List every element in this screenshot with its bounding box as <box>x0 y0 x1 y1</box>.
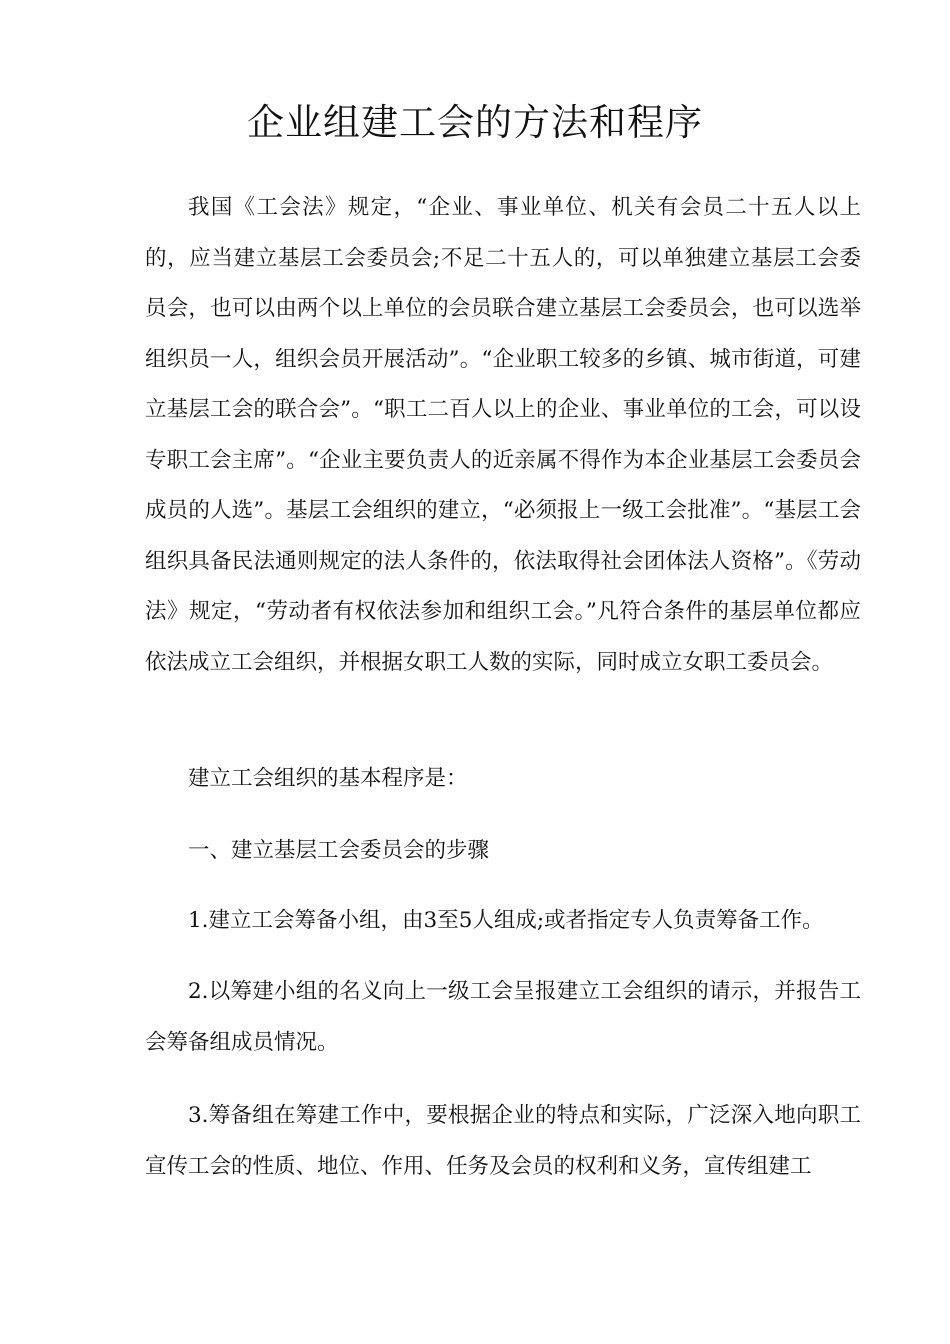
paragraph-trade-union-law: 我国《工会法》规定，“企业、事业单位、机关有会员二十五人以上的，应当建立基层工会委员会;不足二十五人的，可以单独建立基层工会委员会，也可以由两个以上单位的会员联合建立基层工会委员会，也可以选举组织员一人，组织会员开展活动”。“企业职工较多的乡镇、城市街道，可建立基层工会的联合会”。“职工二百人以上的企业、事业单位的工会，可以设专职工会主席”。“企业主要负责人的近亲属不得作为本企业基层工会委员会成员的人选”。基层工会组织的建立，“必须报上一级工会批准”。“基层工会组织具备民法通则规定的法人条件的，依法取得社会团体法人资格”。《劳动法》规定，“劳动者有权依法参加和组织工会。”凡符合条件的基层单位都应依法成立工会组织，并根据女职工人数的实际，同时成立女职工委员会。 <box>145 195 861 675</box>
step-3-paragraph: 3.筹备组在筹建工作中，要根据企业的特点和实际，广泛深入地向职工宣传工会的性质、地位、作用、任务及会员的权利和义务，宣传组建工 <box>145 1103 861 1179</box>
paragraph-basic-procedure: 建立工会组织的基本程序是： <box>188 766 468 791</box>
section-heading-steps: 一、建立基层工会委员会的步骤 <box>188 838 490 863</box>
document-title: 企业组建工会的方法和程序 <box>247 101 703 144</box>
step-2-paragraph: 2.以筹建小组的名义向上一级工会呈报建立工会组织的请示，并报告工会筹备组成员情况。 <box>145 979 861 1055</box>
step-1-paragraph: 1.建立工会筹备小组，由3至5人组成;或者指定专人负责筹备工作。 <box>188 908 824 933</box>
